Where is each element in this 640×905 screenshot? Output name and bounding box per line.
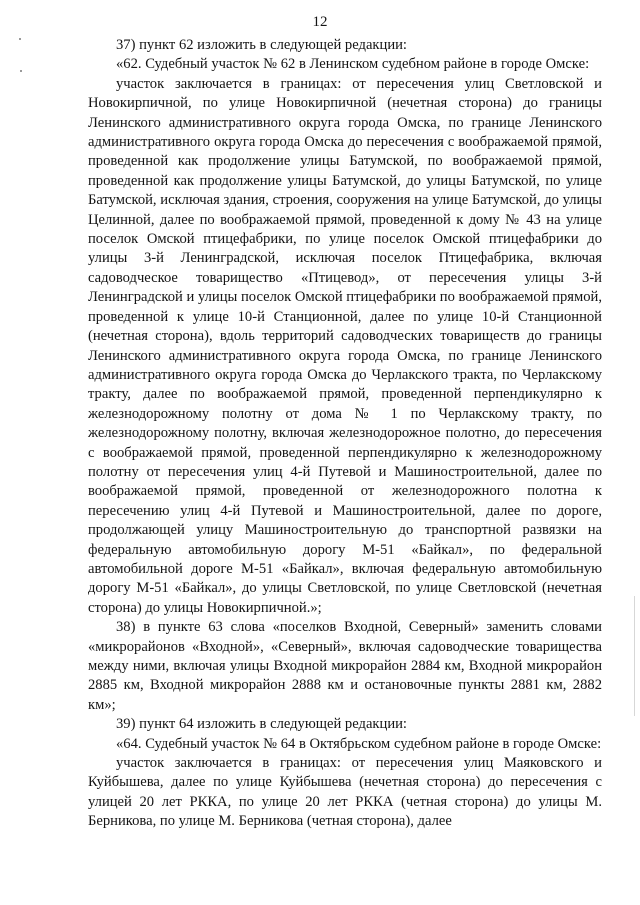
document-body bbox=[88, 36, 602, 832]
paragraph-item-38: 38) в пункте 63 слова «поселков Входной, Северный» заменить словами «микрорайонов «Входной», «Северный», включая садоводческие товарищества между ними, включая улицы Входной микрорайон 2884 км, Входной микрорайон 2885 км, Входной микрорайон 2888 км и остановочные пункты 2881 км, 2882 км»; bbox=[88, 619, 602, 713]
scan-dot-top-left bbox=[19, 38, 21, 40]
paragraph-section-62-heading: «62. Судебный участок № 62 в Ленинском судебном районе в городе Омске: bbox=[116, 56, 590, 73]
paragraph-section-64-boundaries: участок заключается в границах: от пересечения улиц Маяковского и Куйбышева, далее по улице Куйбышева (нечетная сторона) до пересечения с улицей 20 лет РККА, по улице 20 лет РККА (четная сторона) до улицы М. Берникова, по улице М. Берникова (четная сторона), далее bbox=[88, 755, 602, 830]
paragraph-section-62-boundaries: участок заключается в границах: от пересечения улиц Светловской и Новокирпичной, по улице Новокирпичной (нечетная сторона) до границы Ленинского административного округа города Омска, по границе Ленинского административного округа города Омска до пересечения с воображаемой прямой, проведенной как продолжение улицы Батумской, по воображаемой прямой, проведенной как продолжение улицы Батумской, до улицы Батумской, по улице Батумской, исключая здания, строения, сооружения на улице Батумской, до улицы Целинной, далее по воображаемой прямой, проведенной к дому № 43 на улице поселок Омской птицефабрики, по улице поселок Омской птицефабрики до улицы 3-й Ленинградской, исключая поселок Птицефабрика, включая садоводческое товарищество «Птицевод», от пересечения улицы 3-й Ленинградской и улицы поселок Омской птицефабрики по воображаемой прямой, проведенной к улице 10-й Станционной, далее по улице 10-й Станционной (нечетная сторона), вдоль территорий садоводческих товариществ до границы Ленинского административного округа города Омска, по границе Ленинского административного округа города Омска до Черлакского тракта, по Черлакскому тракту, далее по воображаемой прямой, проведенной перпендикулярно к железнодорожному полотну от дома № 1 по Черлакскому тракту, по железнодорожному полотну, включая железнодорожное полотно, до пересечения с воображаемой прямой, проведенной перпендикулярно к железнодорожному полотну от пересечения улиц 4-й Путевой и Машиностроительной, далее по воображаемой прямой, проведенной от железнодорожного полотна к пересечению улиц 4-й Путевой и Машиностроительной, далее по дороге, продолжающей улицу Машиностроительную до транспортной развязки на федеральную автомобильную дорогу М-51 «Байкал», по федеральной автомобильной дороге М-51 «Байкал», включая федеральную автомобильную дорогу М-51 «Байкал», до улицы Светловской, по улице Светловской (нечетная сторона) до улицы Новокирпичной.»; bbox=[88, 75, 602, 616]
paragraph-item-39: 39) пункт 64 изложить в следующей редакции: bbox=[116, 716, 407, 733]
paragraph-section-64-heading: «64. Судебный участок № 64 в Октябрьском судебном районе в городе Омске: bbox=[116, 735, 602, 752]
page-number: 12 bbox=[312, 14, 328, 30]
paragraph-item-37: 37) пункт 62 изложить в следующей редакции: bbox=[116, 37, 407, 53]
scan-dot-left bbox=[20, 70, 22, 72]
scan-edge-right bbox=[634, 596, 635, 716]
